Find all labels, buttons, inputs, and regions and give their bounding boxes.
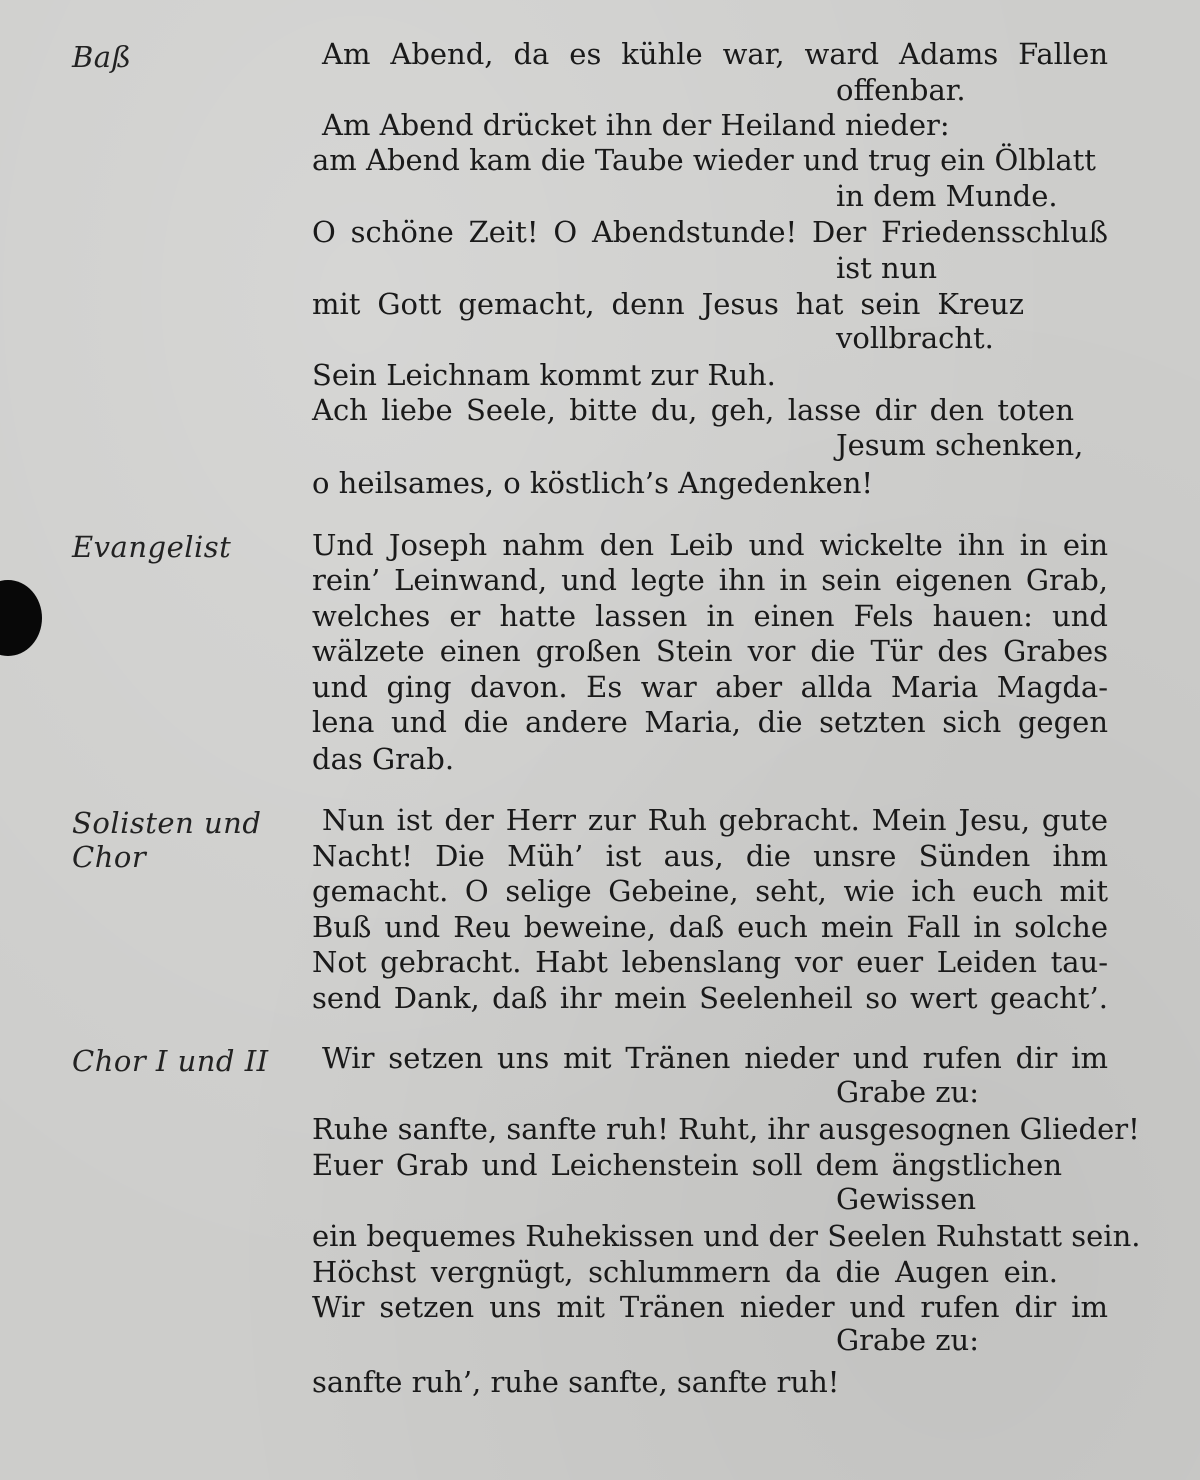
text-line-continuation: vollbracht. bbox=[836, 321, 994, 355]
text-line: Buß und Reu beweine, daß euch mein Fall in solche bbox=[312, 910, 1108, 944]
text-line-continuation: Grabe zu: bbox=[836, 1075, 979, 1109]
text-line: Wir setzen uns mit Tränen nieder und rufen dir im bbox=[322, 1041, 1108, 1075]
text-line: Euer Grab und Leichenstein soll dem ängstlichen bbox=[312, 1148, 1062, 1182]
speaker-label-solisten: Solisten und bbox=[72, 806, 262, 840]
text-line: Am Abend, da es kühle war, ward Adams Fallen bbox=[322, 37, 1108, 71]
speaker-label-evangelist: Evangelist bbox=[72, 530, 232, 564]
text-line: Wir setzen uns mit Tränen nieder und rufen dir im bbox=[312, 1290, 1108, 1324]
text-line: Sein Leichnam kommt zur Ruh. bbox=[312, 358, 776, 392]
text-line: mit Gott gemacht, denn Jesus hat sein Kreuz bbox=[312, 287, 1024, 321]
text-line-continuation: Jesum schenken, bbox=[836, 428, 1084, 462]
text-line-continuation: ist nun bbox=[836, 251, 938, 285]
text-line: welches er hatte lassen in einen Fels hauen: und bbox=[312, 599, 1108, 633]
text-line: sanfte ruh’, ruhe sanfte, sanfte ruh! bbox=[312, 1365, 840, 1399]
text-line: Nun ist der Herr zur Ruh gebracht. Mein Jesu, gute bbox=[322, 803, 1108, 837]
text-line: am Abend kam die Taube wieder und trug ein Ölblatt bbox=[312, 143, 1096, 177]
text-line: Und Joseph nahm den Leib und wickelte ihn in ein bbox=[312, 528, 1108, 562]
text-line: lena und die andere Maria, die setzten sich gegen bbox=[312, 705, 1108, 739]
speaker-label-chor-i-und-ii: Chor I und II bbox=[72, 1044, 269, 1078]
text-line: rein’ Leinwand, und legte ihn in sein eigenen Grab, bbox=[312, 563, 1108, 597]
text-line: Am Abend drücket ihn der Heiland nieder: bbox=[322, 108, 950, 142]
text-line: ein bequemes Ruhekissen und der Seelen Ruhstatt sein. bbox=[312, 1219, 1141, 1253]
text-line: Ach liebe Seele, bitte du, geh, lasse dir den toten bbox=[312, 393, 1074, 427]
text-line: wälzete einen großen Stein vor die Tür des Grabes bbox=[312, 634, 1108, 668]
speaker-label-chor: Chor bbox=[72, 840, 147, 874]
text-line: das Grab. bbox=[312, 742, 455, 776]
text-line-continuation: Gewissen bbox=[836, 1182, 977, 1216]
text-line: O schöne Zeit! O Abendstunde! Der Friedensschluß bbox=[312, 215, 1108, 249]
text-line-continuation: in dem Munde. bbox=[836, 179, 1058, 213]
text-line: Nacht! Die Müh’ ist aus, die unsre Sünden ihm bbox=[312, 839, 1108, 873]
text-line: o heilsames, o köstlich’s Angedenken! bbox=[312, 466, 874, 500]
text-line-continuation: offenbar. bbox=[836, 73, 966, 107]
text-line: und ging davon. Es war aber allda Maria Magda- bbox=[312, 670, 1108, 704]
text-line: Not gebracht. Habt lebenslang vor euer Leiden tau- bbox=[312, 945, 1108, 979]
text-line: send Dank, daß ihr mein Seelenheil so wert geacht’. bbox=[312, 981, 1108, 1015]
text-line-continuation: Grabe zu: bbox=[836, 1323, 979, 1357]
text-line: Höchst vergnügt, schlummern da die Augen ein. bbox=[312, 1255, 1058, 1289]
text-line: Ruhe sanfte, sanfte ruh! Ruht, ihr ausgesognen Glieder! bbox=[312, 1112, 1140, 1146]
text-line: gemacht. O selige Gebeine, seht, wie ich euch mit bbox=[312, 874, 1108, 908]
speaker-label-bass: Baß bbox=[72, 40, 132, 74]
punch-hole bbox=[0, 580, 42, 656]
